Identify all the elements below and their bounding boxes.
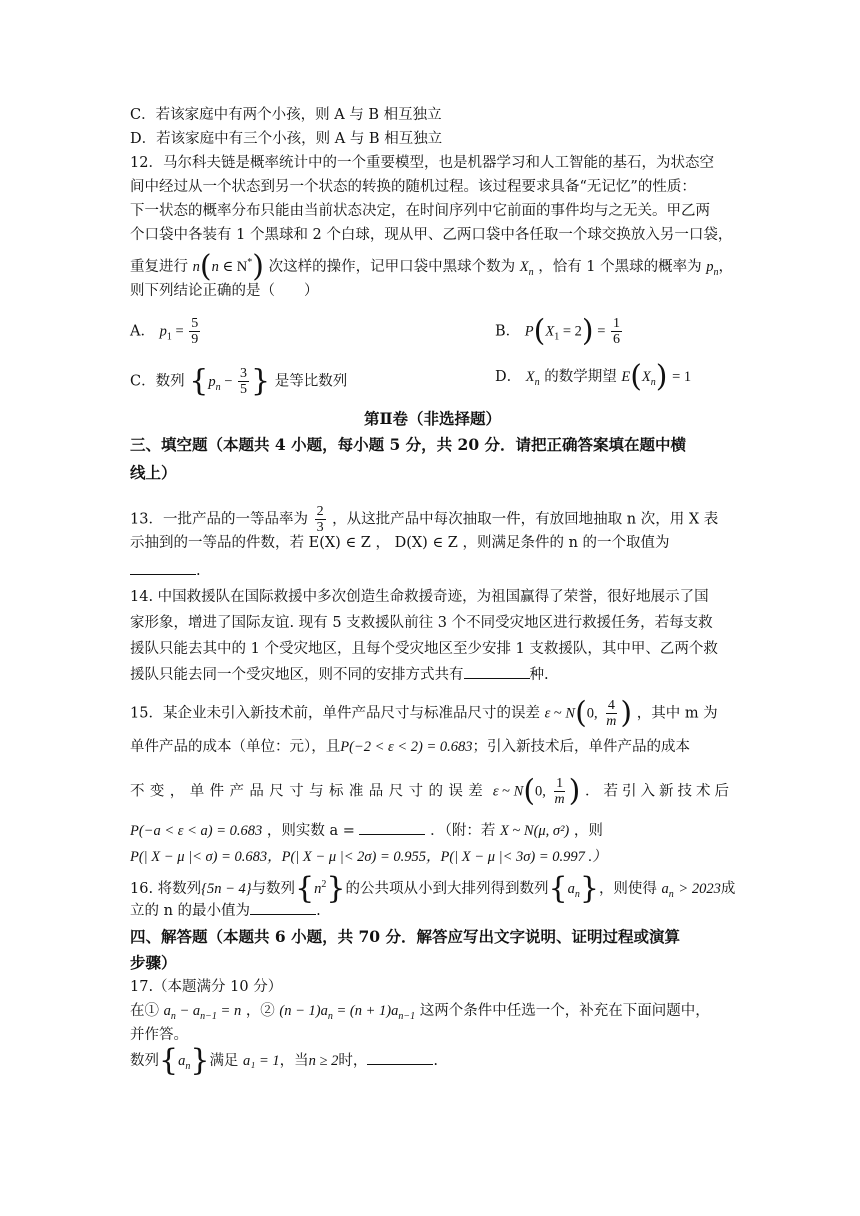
q12-option-b: B． $P(X_1 = 2)$ = $\frac{1}{6}$ xyxy=(495,313,621,349)
answer-blank xyxy=(359,820,425,835)
section-4-title-line-2: 步骤） xyxy=(130,953,177,972)
q15-line-2: 单件产品的成本（单位：元），且P(−2 < ε < 2) = 0.683；引入新技术后，单件产品的成本 xyxy=(130,739,690,755)
q17-line-2: 并作答。 xyxy=(130,1027,188,1043)
fraction: $\frac{5}{9}$ xyxy=(191,316,199,347)
q15-line-1: 15．某企业未引入新技术前，单件产品尺寸与标准品尺寸的误差 ε ~ N(0, $\frac{4}{m}$ ) ，其中 m 为 xyxy=(130,695,718,731)
q12-line5-a: 重复进行 xyxy=(130,258,188,275)
q12-line5-c: ，恰有 1 个黑球的概率为 xyxy=(538,258,702,275)
q13-line-3: . xyxy=(130,560,201,582)
part-2-title: 第Ⅱ卷（非选择题） xyxy=(363,409,502,428)
q12-option-d: D． $X_n$ 的数学期望 $E(X_n) = 1$ xyxy=(495,359,692,394)
q12-line-5: 重复进行 n(n ∈ N*) 次这样的操作，记甲口袋中黑球个数为 $X_n$ ，恰有 1 个黑球的概率为 $p_n$， xyxy=(130,248,734,284)
q17-line-3: 数列$\{a_n\}$满足 a₁ = 1，当n ≥ 2时， . xyxy=(130,1043,438,1078)
q12-option-a: A． $p_1$ = $\frac{5}{9}$ xyxy=(130,316,199,347)
q11-option-c: C．若该家庭中有两个小孩，则 A 与 B 相互独立 xyxy=(130,107,442,123)
q15-line-5: P(| X − μ |< σ) = 0.683，P(| X − μ |< 2σ) = 0.955，P(| X − μ |< 3σ) = 0.997 .） xyxy=(130,849,607,865)
q17-line-1: 在① $a_n - a_{n-1} = n$ ，② $(n - 1)a_n = (n + 1)a_{n-1}$ 这两个条件中任选一个，补充在下面问题中， xyxy=(130,1003,710,1022)
fraction: $\frac{1}{6}$ xyxy=(613,316,621,347)
q12-line-3: 下一状态的概率分布只能由当前状态决定，在时间序列中它前面的事件均与之无关。甲乙两 xyxy=(130,203,710,219)
q15-line-3: 不变，单件产品尺寸与标准品尺寸的误差 ε ~ N(0, $\frac{1}{m}$ ) ．若引入新技术后 xyxy=(130,773,733,809)
q11-option-d: D．若该家庭中有三个小孩，则 A 与 B 相互独立 xyxy=(130,131,443,147)
section-3-title-line-1: 三、填空题（本题共 4 小题，每小题 5 分，共 20 分．请把正确答案填在题中横 xyxy=(130,435,687,454)
section-3-title-line-2: 线上） xyxy=(130,463,177,482)
answer-blank xyxy=(250,900,316,915)
q14-line-1: 14. 中国救援队在国际救援中多次创造生命救援奇迹，为祖国赢得了荣誉，很好地展示了国 xyxy=(130,589,709,605)
answer-blank xyxy=(130,560,196,575)
q12-line-4: 个口袋中各装有 1 个黑球和 2 个白球，现从甲、乙两口袋中各任取一个球交换放入另一口袋， xyxy=(130,227,733,243)
q16-line-1: 16. 将数列{5n − 4}与数列$\{n^2\}$的公共项从小到大排列得到数列$\{a_n\}$，则使得 $a_n > 2023$成 xyxy=(130,870,736,906)
fraction: $\frac{1}{m}$ xyxy=(554,776,565,807)
q14-line-2: 家形象，增进了国际友谊. 现有 5 支救援队前往 3 个不同受灾地区进行救援任务，若每支救 xyxy=(130,615,713,631)
q12-n-expr: n xyxy=(192,258,200,275)
fraction: $\frac{3}{5}$ xyxy=(240,366,247,397)
q13-line-2: 示抽到的一等品的件数，若 E(X) ∈ Z ， D(X) ∈ Z ，则满足条件的 n 的一个取值为 xyxy=(130,535,670,551)
q12-line-2: 间中经过从一个状态到另一个状态的转换的随机过程。该过程要求具备“无记忆”的性质： xyxy=(130,179,696,195)
answer-blank xyxy=(464,664,530,679)
q14-line-3: 援队只能去其中的 1 个受灾地区，且每个受灾地区至少安排 1 支救援队，其中甲、乙两个救 xyxy=(130,641,718,657)
fraction: $\frac{4}{m}$ xyxy=(606,698,617,729)
answer-blank xyxy=(367,1050,433,1065)
section-4-title-line-1: 四、解答题（本题共 6 小题，共 70 分．解答应写出文字说明、证明过程或演算 xyxy=(130,927,680,946)
q15-line-4: P(−a < ε < a) = 0.683 ，则实数 a = ．（附：若 X ~ N(μ, σ²) ，则 xyxy=(130,820,603,842)
q13-line-1: 13．一批产品的一等品率为 $\frac{2}{3}$ ，从这批产品中每次抽取一件，有放回地抽取 n 次，用 X 表 xyxy=(130,504,719,535)
fraction: $\frac{2}{3}$ xyxy=(316,504,324,535)
q17-header: 17.（本题满分 10 分） xyxy=(130,979,283,995)
q16-line-2: 立的 n 的最小值为 . xyxy=(130,900,321,922)
q12-option-c: C．数列 {$p_n$ − $\frac{3}{5}$ } 是等比数列 xyxy=(130,363,348,399)
q12-line-6: 则下列结论正确的是（ ） xyxy=(130,283,319,299)
q12-line-1: 12．马尔科夫链是概率统计中的一个重要模型，也是机器学习和人工智能的基石，为状态空 xyxy=(130,155,714,171)
q14-line-4: 援队只能去同一个受灾地区，则不同的安排方式共有 种. xyxy=(130,664,549,686)
q12-line5-b: 次这样的操作，记甲口袋中黑球个数为 xyxy=(268,258,516,275)
